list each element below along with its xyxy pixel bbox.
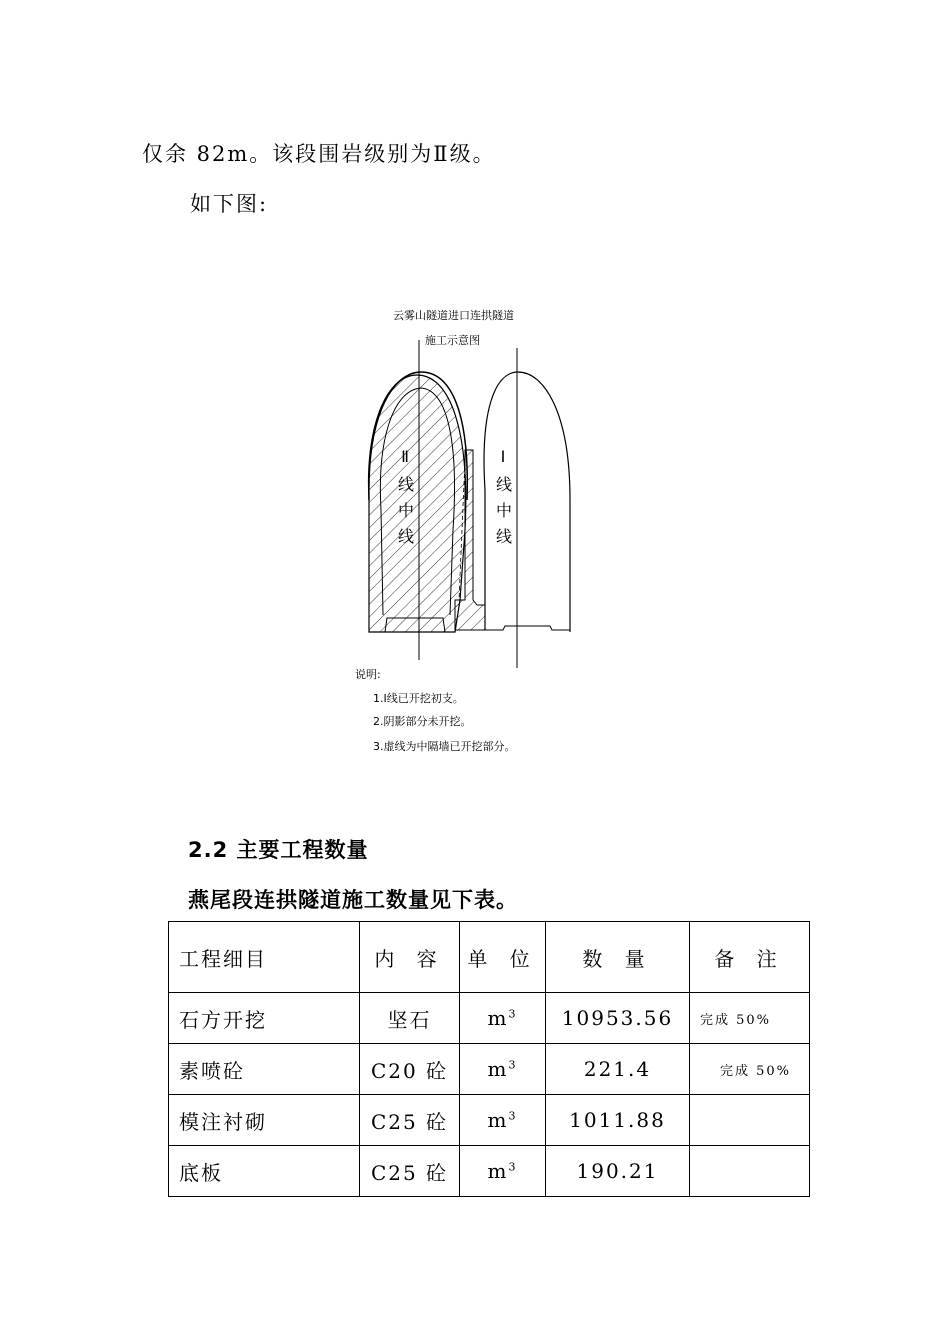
section-intro: 燕尾段连拱隧道施工数量见下表。 [188, 888, 518, 912]
quantity-table [168, 921, 810, 1197]
table-row [169, 1146, 810, 1197]
table-row [169, 1095, 810, 1146]
figure-intro-text: 如下图: [190, 192, 269, 216]
cell-quantity: 190.21 [546, 1146, 690, 1197]
right-centerline-label: Ⅰ线中线 [493, 447, 513, 554]
cell-unit: $m^3$ [460, 993, 546, 1044]
cell-unit: $m^3$ [460, 1146, 546, 1197]
diagram-notes-title: 说明: [355, 668, 381, 681]
header-content: 内 容 [360, 922, 460, 993]
table-row [169, 993, 810, 1044]
cell-unit: $m^3$ [460, 1095, 546, 1146]
cell-remark [690, 1095, 810, 1146]
cell-quantity: 1011.88 [546, 1095, 690, 1146]
cell-content: 坚石 [360, 993, 460, 1044]
cell-item: 素喷砼 [169, 1044, 360, 1095]
cell-quantity: 221.4 [546, 1044, 690, 1095]
cell-quantity: 10953.56 [546, 993, 690, 1044]
table-header-row [169, 922, 810, 993]
cell-remark: 完成 50% [690, 1044, 810, 1095]
cell-unit: $m^3$ [460, 1044, 546, 1095]
diagram-note-3: 3.虚线为中隔墙已开挖部分。 [373, 740, 516, 753]
diagram-note-2: 2.阴影部分未开挖。 [373, 715, 472, 728]
cell-remark [690, 1146, 810, 1197]
right-tunnel-invert [485, 626, 570, 630]
header-quantity: 数 量 [546, 922, 690, 993]
body-paragraph: 仅余 82m。该段围岩级别为Ⅱ级。 [142, 142, 496, 166]
diagram-title-line-2: 施工示意图 [425, 334, 480, 347]
cell-item: 模注衬砌 [169, 1095, 360, 1146]
table-row [169, 1044, 810, 1095]
tunnel-construction-diagram [355, 300, 595, 770]
header-remark: 备 注 [690, 922, 810, 993]
section-heading: 2.2 主要工程数量 [188, 838, 369, 862]
cell-item: 石方开挖 [169, 993, 360, 1044]
cell-content: C25 砼 [360, 1146, 460, 1197]
diagram-note-1: 1.Ⅰ线已开挖初支。 [373, 692, 464, 705]
diagram-title-line-1: 云雾山隧道进口连拱隧道 [393, 309, 514, 322]
header-unit: 单 位 [460, 922, 546, 993]
cell-content: C20 砼 [360, 1044, 460, 1095]
left-centerline-label: Ⅱ线中线 [395, 447, 415, 554]
cell-item: 底板 [169, 1146, 360, 1197]
cell-content: C25 砼 [360, 1095, 460, 1146]
cell-remark: 完成 50% [690, 993, 810, 1044]
header-item: 工程细目 [169, 922, 360, 993]
